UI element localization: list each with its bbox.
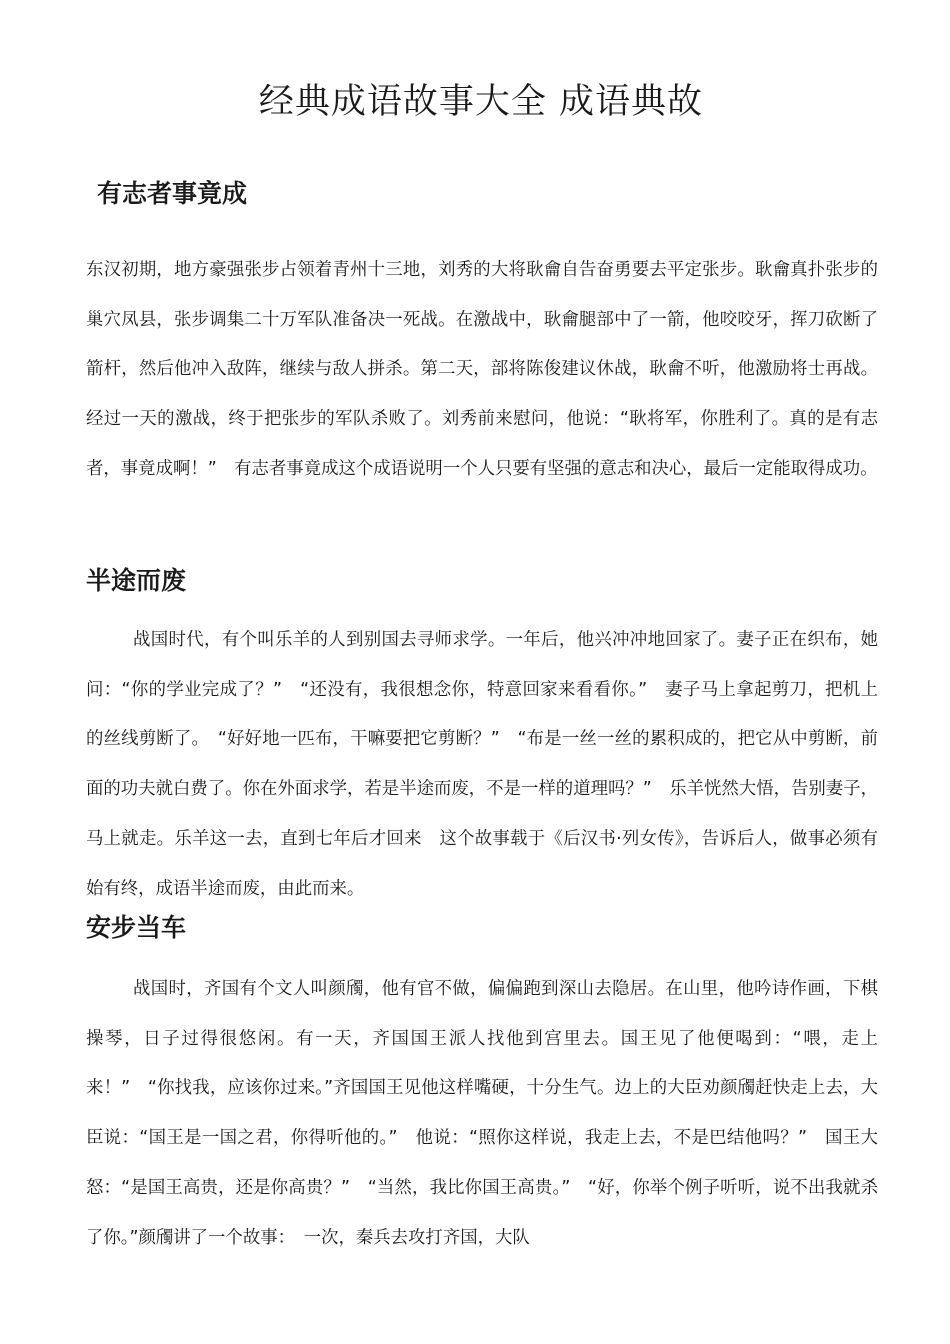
document-title: 经典成语故事大全 成语典故: [258, 82, 704, 122]
section-heading-bantuerfei: 半途而废: [86, 566, 187, 595]
section-body-bantuerfei: 战国时代，有个叫乐羊的人到别国去寻师求学。一年后，他兴冲冲地回家了。妻子正在织布，她问：“你的学业完成了？” “还没有，我很想念你，特意回家来看看你。” 妻子马上拿起剪刀，把机上的丝线剪断了。 “好好地一匹布，干嘛要把它剪断？” “布是一丝一丝的累积成的，把它从中剪断，前面的功夫就白费了。你在外面求学，若是半途而废，不是一样的道理吗？” 乐羊恍然大悟，告别妻子，马上就走。乐羊这一去，直到七年后才回来 这个故事载于《后汉书·列女传》，告诉后人，做事必须有始有终，成语半途而废，由此而来。: [86, 630, 878, 899]
section-heading-anbudangche: 安步当车: [86, 913, 187, 942]
section-heading-youzhizhe: 有志者事竟成: [97, 179, 248, 208]
section-body-youzhizhe: 东汉初期，地方豪强张步占领着青州十三地，刘秀的大将耿龠自告奋勇要去平定张步。耿龠真扑张步的巢穴凤县，张步调集二十万军队准备决一死战。在激战中，耿龠腿部中了一箭，他咬咬牙，挥刀砍断了箭杆，然后他冲入敌阵，继续与敌人拼杀。第二天，部将陈俊建议休战，耿龠不听，他激励将士再战。经过一天的激战，终于把张步的军队杀败了。刘秀前来慰问，他说：“耿将军，你胜利了。真的是有志者，事竟成啊！” 有志者事竟成这个成语说明一个人只要有坚强的意志和决心，最后一定能取得成功。: [86, 260, 878, 479]
section-body-anbudangche: 战国时，齐国有个文人叫颜斶，他有官不做，偏偏跑到深山去隐居。在山里，他吟诗作画，下棋操琴，日子过得很悠闲。有一天，齐国国王派人找他到宫里去。国王见了他便喝到：“喂，走上来！” “你找我，应该你过来。”齐国国王见他这样嘴硬，十分生气。边上的大臣劝颜斶赶快走上去，大臣说：“国王是一国之君，你得听他的。” 他说：“照你这样说，我走上去，不是巴结他吗？” 国王大怒：“是国王高贵，还是你高贵？” “当然，我比你国王高贵。” “好，你举个例子听听，说不出我就杀了你。”颜斶讲了一个故事： 一次，秦兵去攻打齐国，大队: [86, 979, 878, 1248]
